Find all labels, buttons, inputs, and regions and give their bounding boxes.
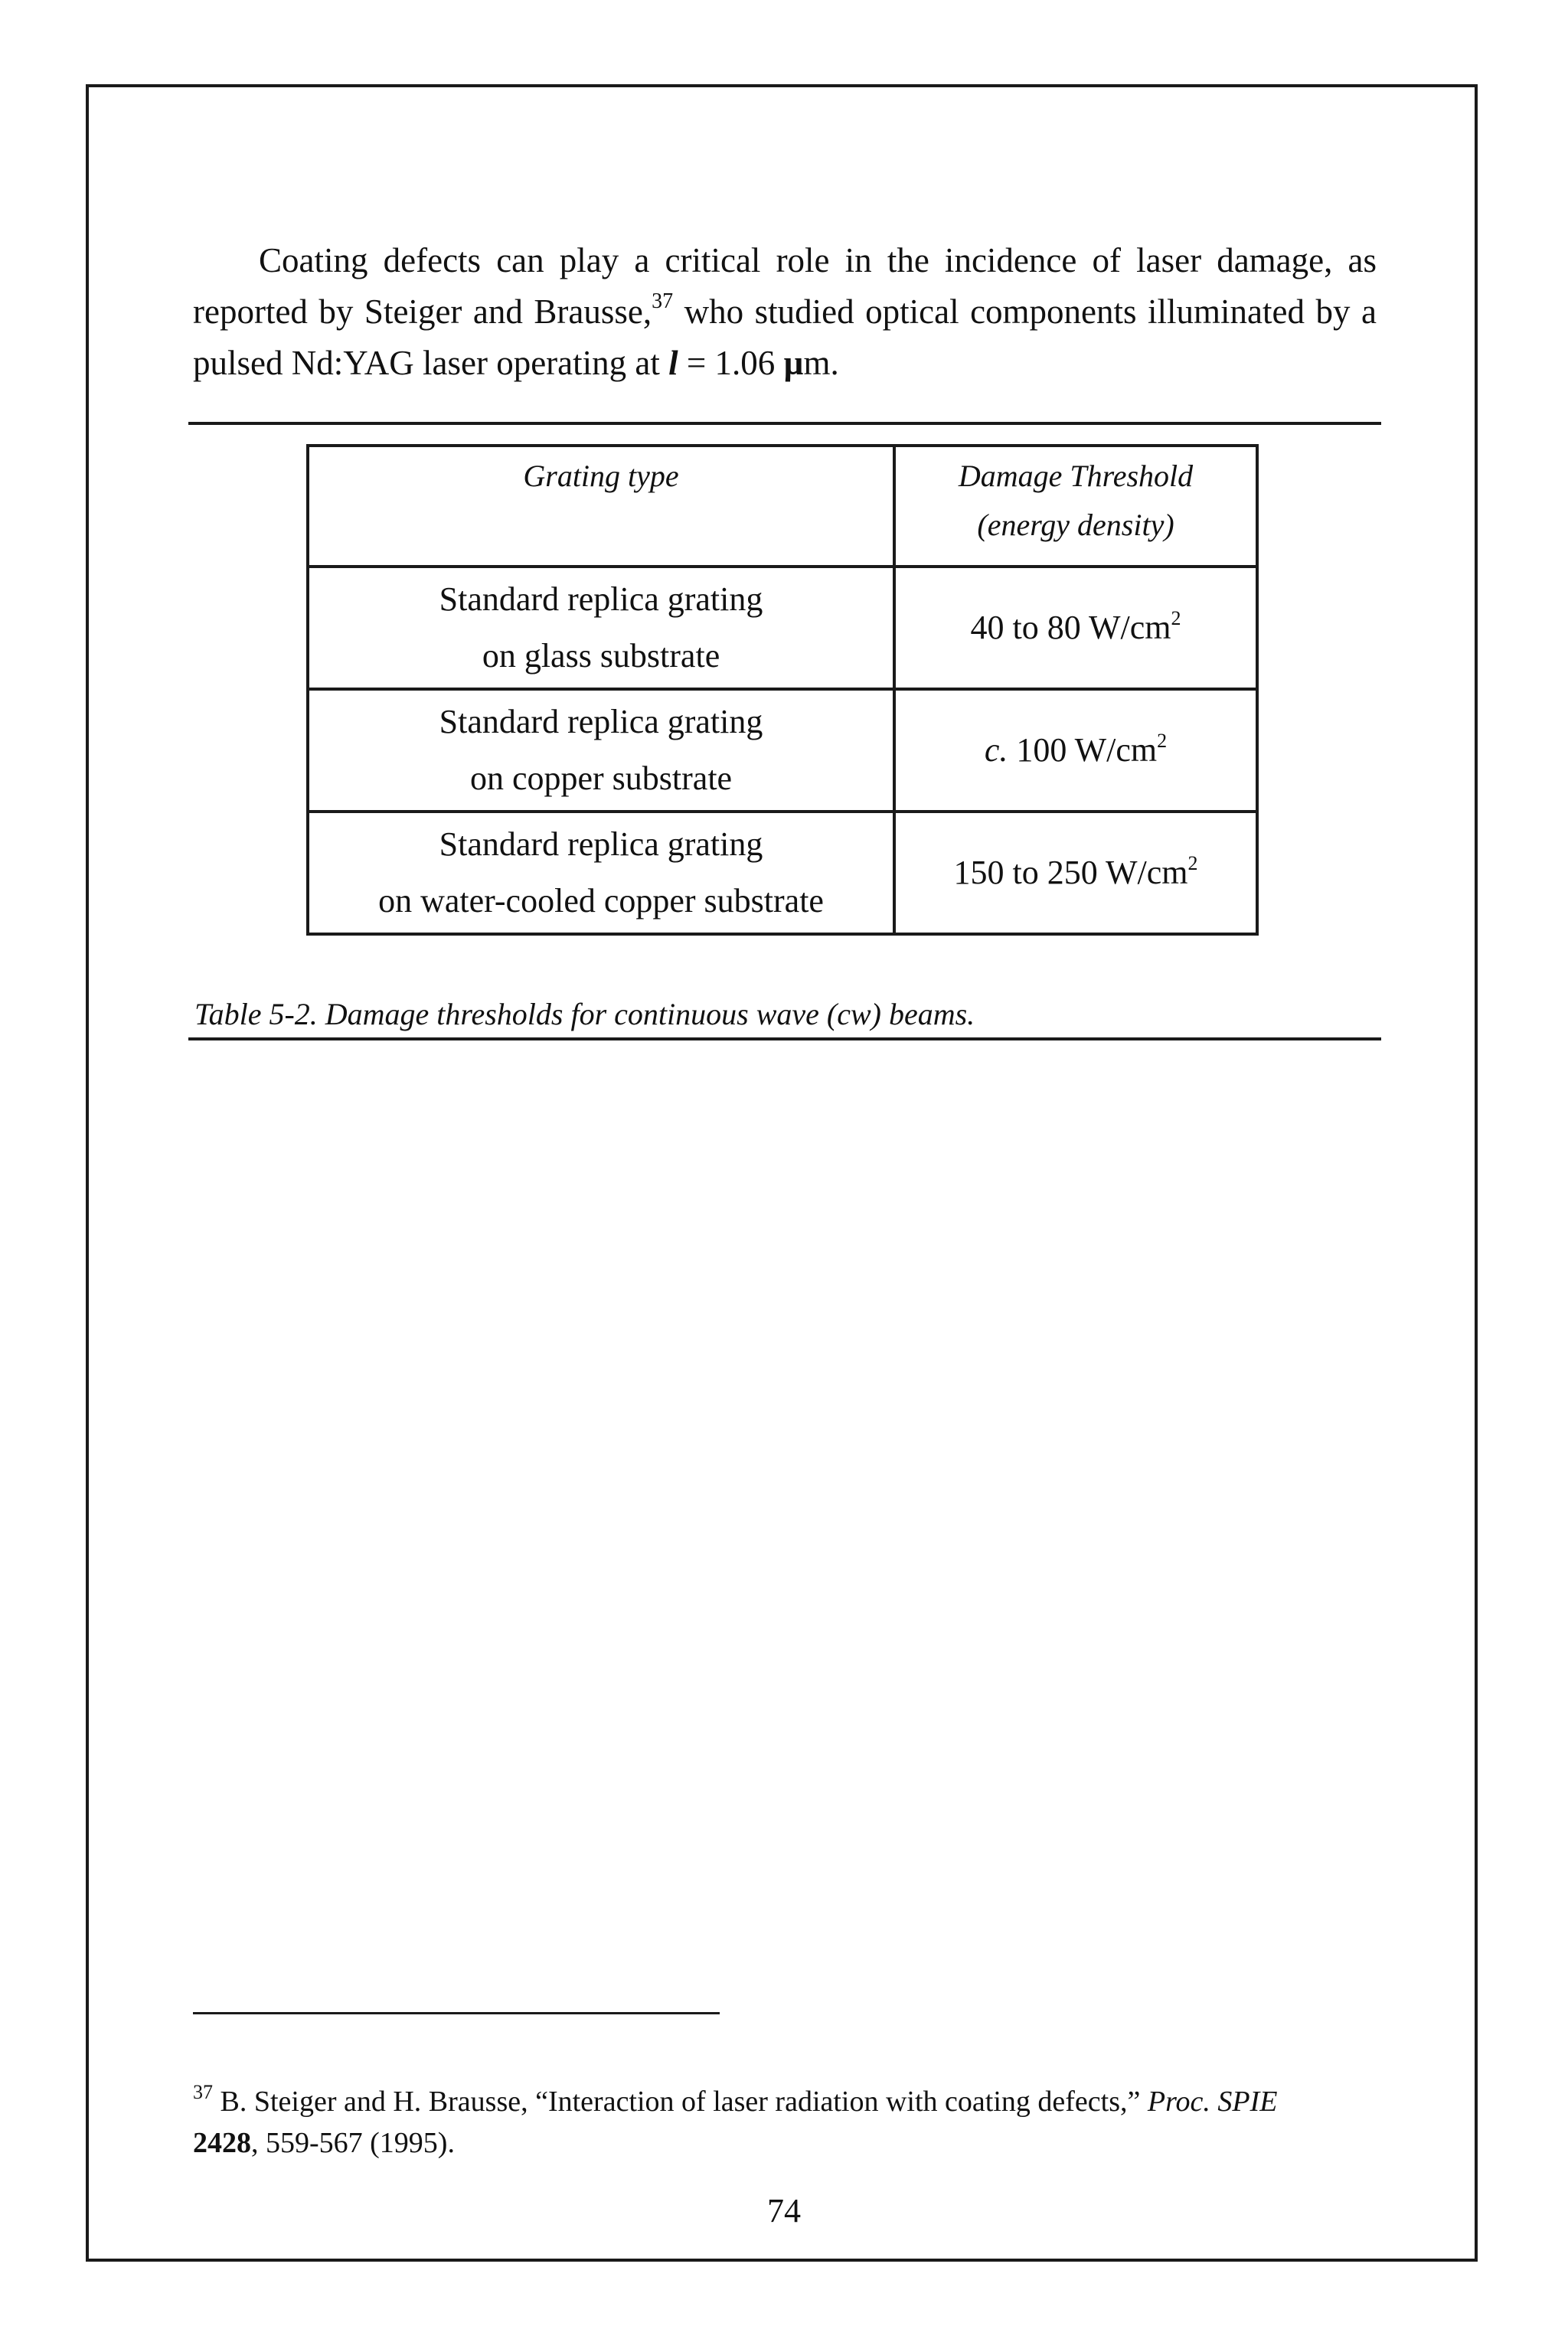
paragraph-text-end: who studied optical components illuminated by a pulsed Nd:YAG laser operating at: [193, 292, 1377, 382]
table-row: [308, 689, 1257, 812]
grating-type-cell: Standard replica grating on copper substrate: [308, 689, 894, 812]
footnote-reference: 37: [652, 289, 674, 313]
table-header-row: [308, 446, 1257, 567]
header-damage-threshold: Damage Threshold (energy density): [894, 446, 1257, 567]
body-paragraph: [193, 235, 1377, 389]
damage-threshold-table: [306, 444, 1259, 936]
table-bottom-rule: [188, 1037, 1381, 1040]
grating-type-cell: Standard replica grating on glass substrate: [308, 567, 894, 689]
footnote-pages-year: , 559-567 (1995).: [251, 2127, 455, 2159]
footnote-number: 37: [193, 2081, 213, 2103]
table-top-rule: [188, 422, 1381, 425]
footnote-separator: [193, 2012, 720, 2014]
page-border: [86, 84, 1478, 2262]
table-caption: Table 5-2. Damage thresholds for continuous wave (cw) beams.: [194, 997, 975, 1031]
wavelength-value: = 1.06: [678, 344, 784, 382]
footnote-volume: 2428: [193, 2127, 251, 2159]
lambda-symbol: l: [668, 344, 678, 382]
table-row: [308, 567, 1257, 689]
threshold-cell: c. 100 $W/cm^2$: [894, 689, 1257, 812]
footnote-text: B. Steiger and H. Brausse, “Interaction of laser radiation with coating defects,”: [213, 2086, 1148, 2118]
footnote-journal: Proc. SPIE: [1147, 2086, 1278, 2118]
threshold-cell: 40 to 80 $W/cm^2$: [894, 567, 1257, 689]
mu-symbol: µ: [783, 344, 804, 382]
grating-type-cell: Standard replica grating on water-cooled copper substrate: [308, 812, 894, 934]
paragraph-text-start: Coating defects can play a critical role in the incidence of laser damage, as reported by Steiger and Brausse,: [193, 241, 1377, 331]
page-number: 74: [767, 2192, 801, 2230]
footnote: [193, 2081, 1377, 2164]
threshold-cell: 150 to 250 $W/cm^2$: [894, 812, 1257, 934]
table-row: [308, 812, 1257, 934]
wavelength-unit: m.: [803, 344, 839, 382]
header-grating-type: Grating type: [308, 446, 894, 567]
